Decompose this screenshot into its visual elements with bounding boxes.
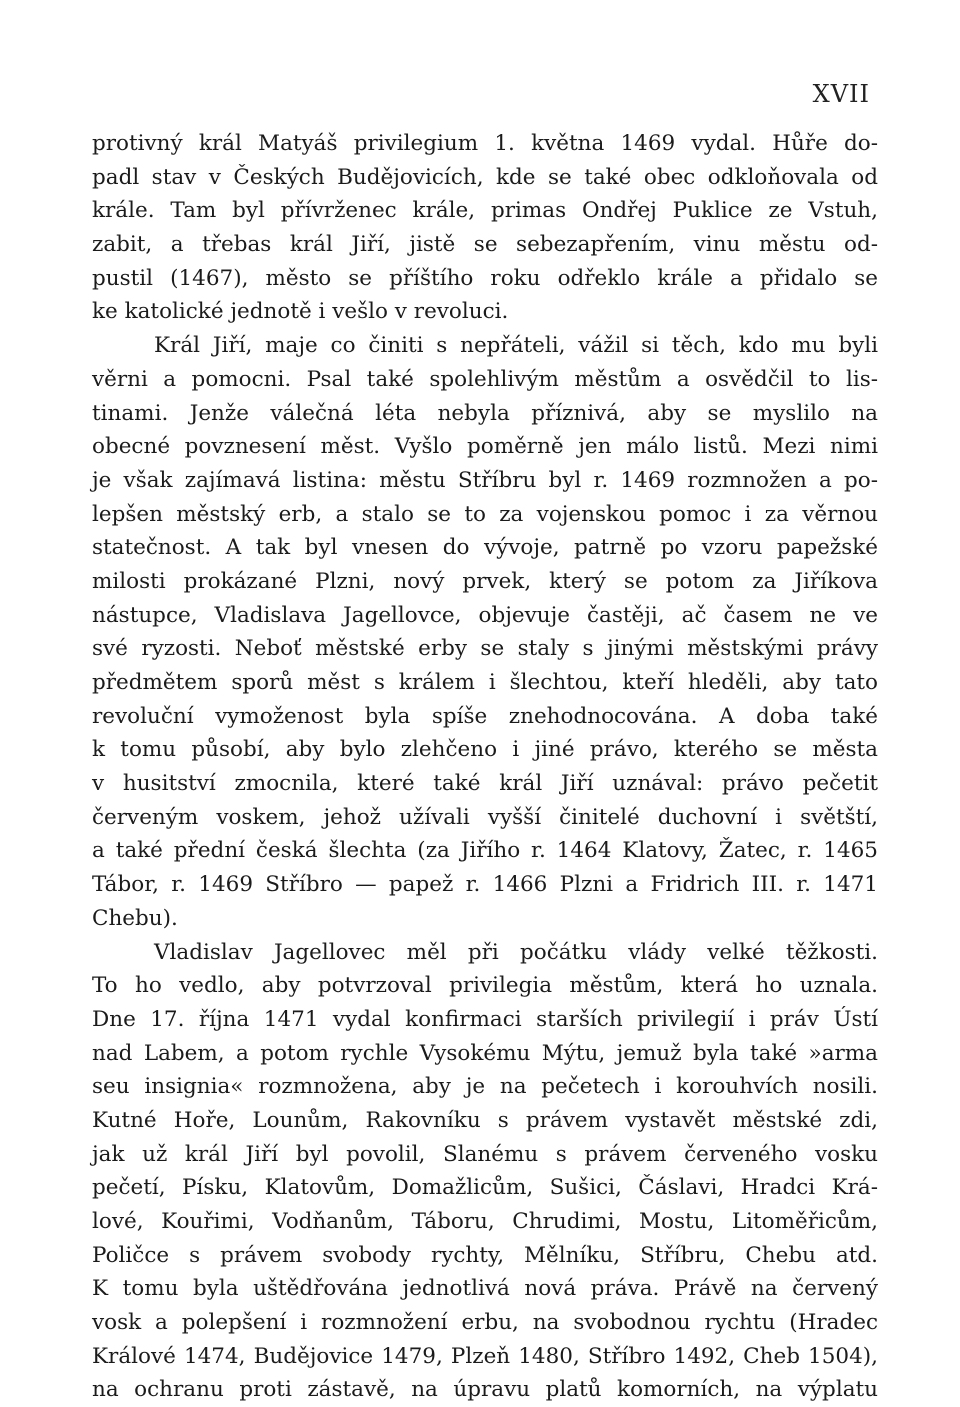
text-line: krále. Tam byl přívrženec krále, primas Ondřej Puklice ze Vstuh, bbox=[92, 194, 878, 228]
text-line: červeným voskem, jehož užívali vyšší činitelé duchovní i světští, bbox=[92, 801, 878, 835]
text-line: zabit, a třebas král Jiří, jistě se sebezapřením, vinu městu od- bbox=[92, 228, 878, 262]
text-line: Poličce s právem svobody rychty, Mělníku, Stříbru, Chebu atd. bbox=[92, 1239, 878, 1273]
text-line: K tomu byla uštědřována jednotlivá nová práva. Právě na červený bbox=[92, 1272, 878, 1306]
text-line: tinami. Jenže válečná léta nebyla příznivá, aby se myslilo na bbox=[92, 397, 878, 431]
paragraph bbox=[92, 127, 878, 329]
text-line: jak už král Jiří byl povolil, Slanému s právem červeného vosku bbox=[92, 1138, 878, 1172]
text-line: statečnost. A tak byl vnesen do vývoje, patrně po vzoru papežské bbox=[92, 531, 878, 565]
text-line: obecné povznesení měst. Vyšlo poměrně jen málo listů. Mezi nimi bbox=[92, 430, 878, 464]
text-line: Kutné Hoře, Lounům, Rakovníku s právem vystavět městské zdi, bbox=[92, 1104, 878, 1138]
text-line: a také přední česká šlechta (za Jiřího r. 1464 Klatovy, Žatec, r. 1465 bbox=[92, 834, 878, 868]
text-line: To ho vedlo, aby potvrzoval privilegia městům, která ho uznala. bbox=[92, 969, 878, 1003]
text-line: pustil (1467), město se příštího roku odřeklo krále a přidalo se bbox=[92, 262, 878, 296]
text-line: v husitství zmocnila, které také král Jiří uznával: právo pečetit bbox=[92, 767, 878, 801]
text-line: Chebu). bbox=[92, 902, 878, 936]
text-line: revoluční vymoženost byla spíše znehodnocována. A doba také bbox=[92, 700, 878, 734]
text-line: Král Jiří, maje co činiti s nepřáteli, vážil si těch, kdo mu byli bbox=[92, 329, 878, 363]
text-line: protivný král Matyáš privilegium 1. května 1469 vydal. Hůře do- bbox=[92, 127, 878, 161]
text-line: lové, Kouřimi, Vodňanům, Táboru, Chrudimi, Mostu, Litoměřicům, bbox=[92, 1205, 878, 1239]
text-line: lepšen městský erb, a stalo se to za vojenskou pomoc i za věrnou bbox=[92, 498, 878, 532]
text-line: Tábor, r. 1469 Stříbro — papež r. 1466 Plzni a Fridrich III. r. 1471 bbox=[92, 868, 878, 902]
text-line: nad Labem, a potom rychle Vysokému Mýtu, jemuž byla také »arma bbox=[92, 1037, 878, 1071]
text-line: věrni a pomocni. Psal také spolehlivým městům a osvědčil to lis- bbox=[92, 363, 878, 397]
text-line: Dne 17. října 1471 vydal konfirmaci starších privilegií i práv Ústí bbox=[92, 1003, 878, 1037]
text-line: k tomu působí, aby bylo zlehčeno i jiné právo, kterého se města bbox=[92, 733, 878, 767]
text-line: padl stav v Českých Budějovicích, kde se také obec odkloňovala od bbox=[92, 161, 878, 195]
text-line: předmětem sporů měst s králem i šlechtou, kteří hleděli, aby tato bbox=[92, 666, 878, 700]
text-line: své ryzosti. Neboť městské erby se staly s jinými městskými právy bbox=[92, 632, 878, 666]
text-line: milosti prokázané Plzni, nový prvek, který se potom za Jiříkova bbox=[92, 565, 878, 599]
text-line: vosk a polepšení i rozmnožení erbu, na svobodnou rychtu (Hradec bbox=[92, 1306, 878, 1340]
text-line: ke katolické jednotě i vešlo v revoluci. bbox=[92, 295, 878, 329]
body-text bbox=[92, 127, 878, 1407]
text-line: na ochranu proti zástavě, na úpravu platů komorních, na výplatu bbox=[92, 1373, 878, 1407]
text-line: je však zajímavá listina: městu Stříbru byl r. 1469 rozmnožen a po- bbox=[92, 464, 878, 498]
text-line: nástupce, Vladislava Jagellovce, objevuje častěji, ač časem ne ve bbox=[92, 599, 878, 633]
text-line: Králové 1474, Budějovice 1479, Plzeň 1480, Stříbro 1492, Cheb 1504), bbox=[92, 1340, 878, 1374]
text-line: Vladislav Jagellovec měl při počátku vlády velké těžkosti. bbox=[92, 936, 878, 970]
text-line: pečetí, Písku, Klatovům, Domažlicům, Sušici, Čáslavi, Hradci Krá- bbox=[92, 1171, 878, 1205]
text-line: seu insignia« rozmnožena, aby je na pečetech i korouhvích nosili. bbox=[92, 1070, 878, 1104]
paragraph bbox=[92, 936, 878, 1407]
paragraph bbox=[92, 329, 878, 935]
page-number: XVII bbox=[813, 80, 870, 108]
